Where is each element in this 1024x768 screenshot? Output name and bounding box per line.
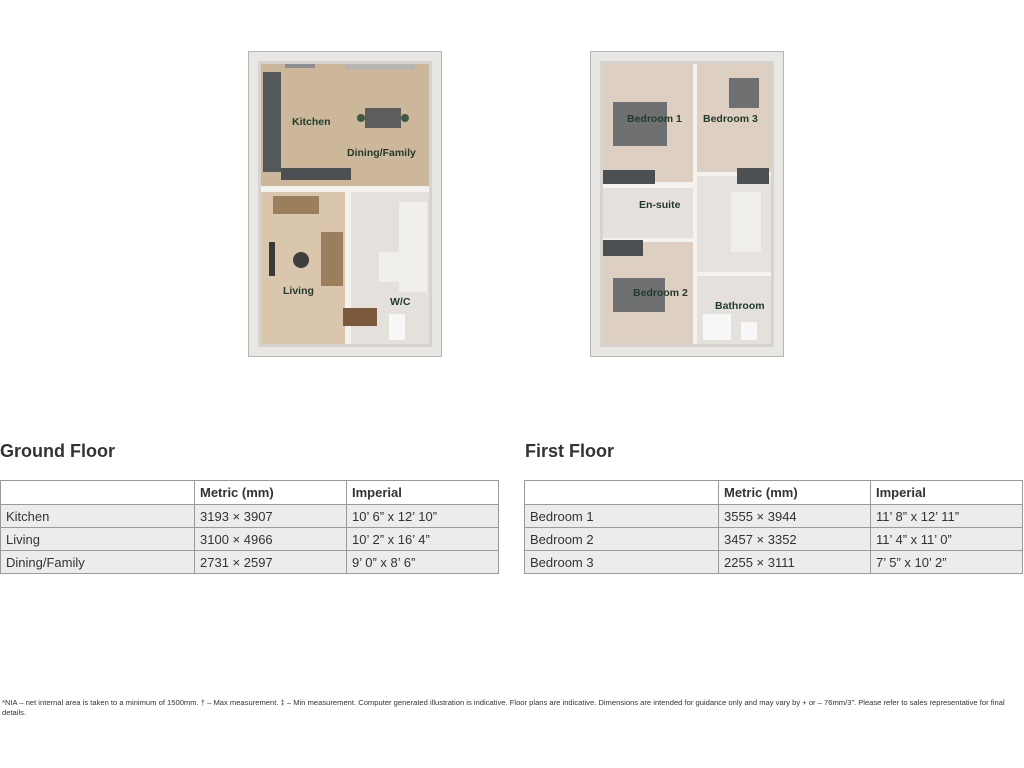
room-label-bathroom: Bathroom: [715, 300, 765, 312]
table-row: [1, 528, 499, 551]
imperial-value: 11’ 4” x 11’ 0”: [871, 528, 1023, 551]
table-row: [525, 505, 1023, 528]
ground-floor-plan: [248, 51, 442, 357]
header-metric: Metric (mm): [195, 481, 347, 505]
room-label-kitchen: Kitchen: [292, 116, 331, 128]
metric-value: 3193 × 3907: [195, 505, 347, 528]
room-label-bedroom-1: Bedroom 1: [627, 113, 682, 125]
ground-floor-drawing: [249, 52, 441, 356]
room-label-en-suite: En-suite: [639, 199, 681, 211]
room-label-bedroom-2: Bedroom 2: [633, 287, 688, 299]
metric-value: 3100 × 4966: [195, 528, 347, 551]
header-room: [525, 481, 719, 505]
room-name: Kitchen: [1, 505, 195, 528]
imperial-value: 10’ 6” x 12’ 10”: [347, 505, 499, 528]
ground-floor-table: [0, 480, 499, 574]
table-row: [1, 551, 499, 574]
room-label-bedroom-3: Bedroom 3: [703, 113, 758, 125]
disclaimer-footnote: *NIA – net internal area is taken to a minimum of 1500mm. † – Max measurement. ‡ – Min measurement. Computer generated illustration is indicative. Floor plans are indicative. Dimensions are intended for guidance only and may vary by + or – 76mm/3”. Please refer to sales representative for final details.: [2, 698, 1005, 717]
room-name: Bedroom 1: [525, 505, 719, 528]
imperial-value: 11’ 8” x 12’ 11”: [871, 505, 1023, 528]
table-header-row: [525, 481, 1023, 505]
first-floor-plan: [590, 51, 784, 357]
header-metric: Metric (mm): [719, 481, 871, 505]
metric-value: 3555 × 3944: [719, 505, 871, 528]
metric-value: 3457 × 3352: [719, 528, 871, 551]
imperial-value: 10’ 2” x 16’ 4”: [347, 528, 499, 551]
metric-value: 2255 × 3111: [719, 551, 871, 574]
room-name: Dining/Family: [1, 551, 195, 574]
first-floor-table: [524, 480, 1023, 574]
table-header-row: [1, 481, 499, 505]
metric-value: 2731 × 2597: [195, 551, 347, 574]
table-row: [525, 528, 1023, 551]
table-row: [525, 551, 1023, 574]
imperial-value: 9’ 0” x 8’ 6”: [347, 551, 499, 574]
room-label-living: Living: [283, 285, 314, 297]
ground-floor-title: Ground Floor: [0, 441, 115, 461]
room-name: Living: [1, 528, 195, 551]
header-room: [1, 481, 195, 505]
room-name: Bedroom 2: [525, 528, 719, 551]
room-label-dining-family: Dining/Family: [347, 147, 416, 159]
table-row: [1, 505, 499, 528]
header-imperial: Imperial: [347, 481, 499, 505]
imperial-value: 7’ 5” x 10’ 2”: [871, 551, 1023, 574]
header-imperial: Imperial: [871, 481, 1023, 505]
first-floor-title: First Floor: [525, 441, 614, 461]
room-name: Bedroom 3: [525, 551, 719, 574]
room-label-wc: W/C: [390, 296, 411, 308]
